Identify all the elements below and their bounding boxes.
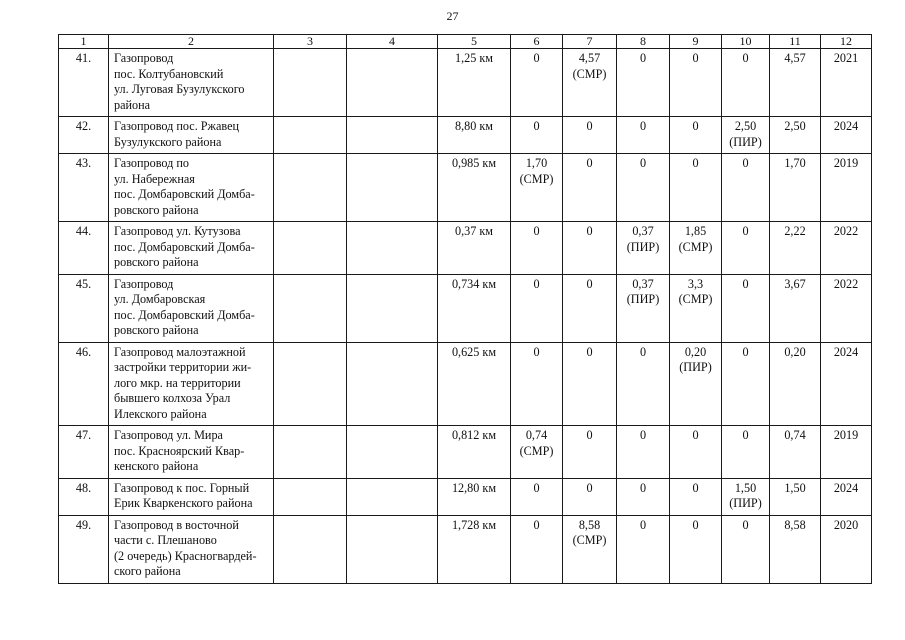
value-col9: 0 <box>670 117 722 154</box>
value-col7: 8,58 (СМР) <box>563 515 617 583</box>
value-col10: 0 <box>722 49 770 117</box>
row-number: 43. <box>59 154 109 222</box>
row-number: 45. <box>59 274 109 342</box>
value-col8: 0 <box>617 515 670 583</box>
cell-col3 <box>274 515 347 583</box>
length-cell: 0,37 км <box>438 222 511 275</box>
row-number: 44. <box>59 222 109 275</box>
cell-col4 <box>347 274 438 342</box>
value-col9: 0,20 (ПИР) <box>670 342 722 426</box>
total-cell: 8,58 <box>770 515 821 583</box>
page-number: 27 <box>446 9 459 23</box>
value-col8: 0 <box>617 49 670 117</box>
value-col6: 0 <box>511 49 563 117</box>
value-col9: 1,85 (СМР) <box>670 222 722 275</box>
value-col9: 0 <box>670 154 722 222</box>
value-col9: 0 <box>670 515 722 583</box>
year-cell: 2022 <box>821 222 872 275</box>
object-name: Газопровод по ул. Набережная пос. Домбаровский Домба- ровского района <box>109 154 274 222</box>
value-col6: 1,70 (СМР) <box>511 154 563 222</box>
value-col6: 0 <box>511 515 563 583</box>
total-cell: 2,50 <box>770 117 821 154</box>
length-cell: 0,812 км <box>438 426 511 479</box>
length-cell: 0,985 км <box>438 154 511 222</box>
value-col6: 0 <box>511 222 563 275</box>
year-cell: 2019 <box>821 154 872 222</box>
object-name: Газопровод ул. Домбаровская пос. Домбаровский Домба- ровского района <box>109 274 274 342</box>
table-row <box>59 515 872 583</box>
value-col10: 0 <box>722 342 770 426</box>
value-col10: 2,50 (ПИР) <box>722 117 770 154</box>
header-row <box>59 35 872 49</box>
year-cell: 2020 <box>821 515 872 583</box>
value-col8: 0,37 (ПИР) <box>617 274 670 342</box>
cell-col3 <box>274 426 347 479</box>
row-number: 47. <box>59 426 109 479</box>
header-cell: 2 <box>109 35 274 49</box>
length-cell: 1,25 км <box>438 49 511 117</box>
value-col8: 0 <box>617 342 670 426</box>
value-col10: 0 <box>722 515 770 583</box>
value-col7: 0 <box>563 222 617 275</box>
table-row <box>59 478 872 515</box>
table-row <box>59 426 872 479</box>
object-name: Газопровод пос. Ржавец Бузулукского района <box>109 117 274 154</box>
value-col8: 0 <box>617 426 670 479</box>
length-cell: 0,734 км <box>438 274 511 342</box>
value-col6: 0 <box>511 478 563 515</box>
table-row <box>59 49 872 117</box>
total-cell: 4,57 <box>770 49 821 117</box>
cell-col4 <box>347 117 438 154</box>
object-name: Газопровод малоэтажной застройки территории жи- лого мкр. на территории бывшего колхоза Урал Илекского района <box>109 342 274 426</box>
length-cell: 12,80 км <box>438 478 511 515</box>
header-cell: 12 <box>821 35 872 49</box>
total-cell: 1,50 <box>770 478 821 515</box>
cell-col4 <box>347 222 438 275</box>
header-cell: 11 <box>770 35 821 49</box>
table-row <box>59 342 872 426</box>
value-col10: 0 <box>722 222 770 275</box>
value-col9: 0 <box>670 426 722 479</box>
total-cell: 3,67 <box>770 274 821 342</box>
year-cell: 2024 <box>821 117 872 154</box>
object-name: Газопровод ул. Мира пос. Красноярский Квар- кенского района <box>109 426 274 479</box>
header-cell: 4 <box>347 35 438 49</box>
year-cell: 2019 <box>821 426 872 479</box>
header-cell: 5 <box>438 35 511 49</box>
value-col7: 0 <box>563 274 617 342</box>
table-row <box>59 117 872 154</box>
header-cell: 9 <box>670 35 722 49</box>
value-col7: 0 <box>563 478 617 515</box>
value-col10: 0 <box>722 426 770 479</box>
value-col6: 0 <box>511 117 563 154</box>
value-col10: 0 <box>722 274 770 342</box>
length-cell: 0,625 км <box>438 342 511 426</box>
total-cell: 0,74 <box>770 426 821 479</box>
total-cell: 0,20 <box>770 342 821 426</box>
gas-pipeline-table <box>58 34 872 584</box>
value-col6: 0,74 (СМР) <box>511 426 563 479</box>
total-cell: 1,70 <box>770 154 821 222</box>
value-col8: 0 <box>617 478 670 515</box>
value-col10: 0 <box>722 154 770 222</box>
value-col9: 0 <box>670 49 722 117</box>
value-col7: 0 <box>563 426 617 479</box>
object-name: Газопровод пос. Колтубановский ул. Луговая Бузулукского района <box>109 49 274 117</box>
value-col9: 3,3 (СМР) <box>670 274 722 342</box>
length-cell: 8,80 км <box>438 117 511 154</box>
cell-col4 <box>347 342 438 426</box>
header-cell: 8 <box>617 35 670 49</box>
cell-col3 <box>274 274 347 342</box>
cell-col4 <box>347 49 438 117</box>
year-cell: 2022 <box>821 274 872 342</box>
object-name: Газопровод к пос. Горный Ерик Кваркенского района <box>109 478 274 515</box>
row-number: 42. <box>59 117 109 154</box>
object-name: Газопровод в восточной части с. Плешаново (2 очередь) Красногвардей- ского района <box>109 515 274 583</box>
value-col9: 0 <box>670 478 722 515</box>
cell-col4 <box>347 426 438 479</box>
cell-col3 <box>274 222 347 275</box>
row-number: 48. <box>59 478 109 515</box>
header-cell: 3 <box>274 35 347 49</box>
value-col7: 0 <box>563 117 617 154</box>
cell-col4 <box>347 154 438 222</box>
value-col7: 4,57 (СМР) <box>563 49 617 117</box>
table-row <box>59 222 872 275</box>
row-number: 41. <box>59 49 109 117</box>
value-col6: 0 <box>511 342 563 426</box>
table-row <box>59 154 872 222</box>
cell-col3 <box>274 154 347 222</box>
header-cell: 7 <box>563 35 617 49</box>
cell-col3 <box>274 49 347 117</box>
cell-col3 <box>274 117 347 154</box>
header-cell: 1 <box>59 35 109 49</box>
header-cell: 10 <box>722 35 770 49</box>
value-col8: 0,37 (ПИР) <box>617 222 670 275</box>
value-col10: 1,50 (ПИР) <box>722 478 770 515</box>
value-col7: 0 <box>563 342 617 426</box>
row-number: 46. <box>59 342 109 426</box>
value-col8: 0 <box>617 117 670 154</box>
value-col8: 0 <box>617 154 670 222</box>
total-cell: 2,22 <box>770 222 821 275</box>
cell-col4 <box>347 515 438 583</box>
length-cell: 1,728 км <box>438 515 511 583</box>
object-name: Газопровод ул. Кутузова пос. Домбаровский Домба- ровского района <box>109 222 274 275</box>
cell-col4 <box>347 478 438 515</box>
value-col7: 0 <box>563 154 617 222</box>
year-cell: 2021 <box>821 49 872 117</box>
value-col6: 0 <box>511 274 563 342</box>
row-number: 49. <box>59 515 109 583</box>
header-cell: 6 <box>511 35 563 49</box>
cell-col3 <box>274 478 347 515</box>
table-row <box>59 274 872 342</box>
year-cell: 2024 <box>821 342 872 426</box>
cell-col3 <box>274 342 347 426</box>
year-cell: 2024 <box>821 478 872 515</box>
